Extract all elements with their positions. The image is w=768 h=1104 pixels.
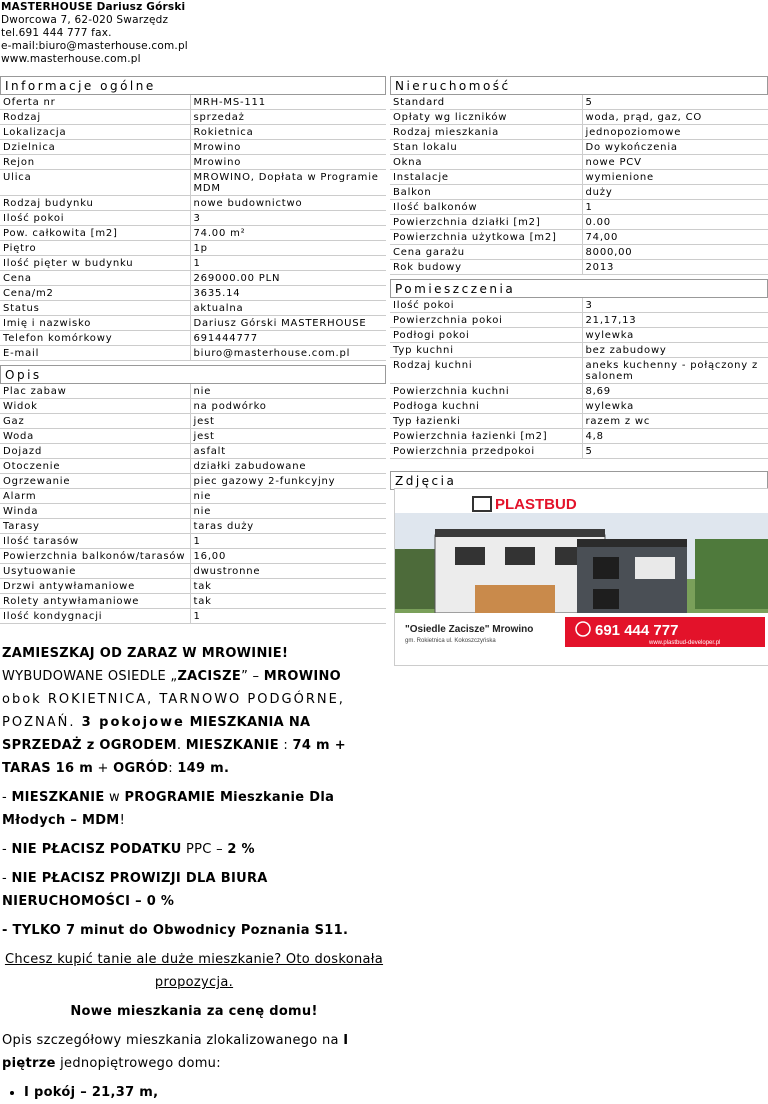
row-value: nowe PCV [582, 155, 768, 170]
row-value: 3635.14 [190, 286, 386, 301]
row-value: 74,00 [582, 230, 768, 245]
desc-paragraph-5: - TYLKO 7 minut do Obwodnicy Poznania S11. [2, 923, 349, 938]
table-row [0, 256, 386, 271]
row-label: Plac zabaw [0, 384, 190, 399]
row-label: Powierzchnia łazienki [m2] [390, 429, 582, 444]
row-value: bez zabudowy [582, 343, 768, 358]
row-value: woda, prąd, gaz, CO [582, 110, 768, 125]
row-label: Pow. całkowita [m2] [0, 226, 190, 241]
table-row [0, 196, 386, 211]
table-row [0, 271, 386, 286]
row-label: Powierzchnia balkonów/tarasów [0, 549, 190, 564]
table-row [0, 301, 386, 316]
desc-paragraph-2: - MIESZKANIE w PROGRAMIE Mieszkanie Dla Młodych – MDM! [2, 790, 335, 828]
row-value: Do wykończenia [582, 140, 768, 155]
row-label: Gaz [0, 414, 190, 429]
row-label: Piętro [0, 241, 190, 256]
row-label: Ogrzewanie [0, 474, 190, 489]
table-row [390, 260, 768, 275]
property-table [390, 95, 768, 275]
row-value: 3 [582, 298, 768, 313]
row-label: Ilość kondygnacji [0, 609, 190, 624]
row-value: 74.00 m² [190, 226, 386, 241]
row-label: Rejon [0, 155, 190, 170]
row-value: aktualna [190, 301, 386, 316]
row-label: Otoczenie [0, 459, 190, 474]
table-row [0, 211, 386, 226]
row-value: taras duży [190, 519, 386, 534]
desc-paragraph-6: Chcesz kupić tanie ale duże mieszkanie? Oto doskonała propozycja. [4, 952, 384, 990]
photo-phone: 691 444 777 [595, 622, 679, 639]
row-value: Mrowino [190, 140, 386, 155]
row-value: aneks kuchenny - połączony z salonem [582, 358, 768, 384]
row-value: 8000,00 [582, 245, 768, 260]
row-value: Mrowino [190, 155, 386, 170]
row-label: Winda [0, 504, 190, 519]
row-label: Podłogi pokoi [390, 328, 582, 343]
row-label: Rok budowy [390, 260, 582, 275]
table-row [390, 343, 768, 358]
desc-paragraph-1: ZAMIESZKAJ OD ZARAZ W MROWINIE! WYBUDOWANE OSIEDLE „ZACISZE” – MROWINO obok ROKIETNICA, TARNOWO PODGÓRNE, POZNAŃ. 3 pokojowe MIESZKANIA NA SPRZEDAŻ z OGRODEM. MIESZKANIE : 74 m + TARAS 16 m + OGRÓD: 149 m. [2, 646, 346, 776]
section-title-property: Nieruchomość [390, 76, 768, 95]
row-label: Dojazd [0, 444, 190, 459]
section-title-opis: Opis [0, 365, 386, 384]
row-label: E-mail [0, 346, 190, 361]
row-value: tak [190, 579, 386, 594]
table-row [0, 429, 386, 444]
general-info-table [0, 95, 386, 361]
row-value: 1 [190, 609, 386, 624]
row-label: Powierzchnia przedpokoi [390, 444, 582, 459]
table-row [390, 125, 768, 140]
row-label: Powierzchnia pokoi [390, 313, 582, 328]
row-label: Cena garażu [390, 245, 582, 260]
row-label: Ilość pięter w budynku [0, 256, 190, 271]
photo-url: www.plastbud-developer.pl [649, 640, 721, 646]
row-label: Ulica [0, 170, 190, 196]
row-value: 21,17,13 [582, 313, 768, 328]
table-row [390, 95, 768, 110]
section-title-rooms: Pomieszczenia [390, 279, 768, 298]
row-label: Status [0, 301, 190, 316]
row-value: 5 [582, 444, 768, 459]
table-row [390, 245, 768, 260]
desc-paragraph-8: Opis szczegółowy mieszkania zlokalizowanego na I piętrze jednopiętrowego domu: [2, 1033, 349, 1071]
row-label: Woda [0, 429, 190, 444]
company-phone: tel.691 444 777 fax. [1, 27, 112, 39]
row-label: Opłaty wg liczników [390, 110, 582, 125]
table-row [0, 110, 386, 125]
table-row [390, 399, 768, 414]
row-label: Balkon [390, 185, 582, 200]
row-label: Stan lokalu [390, 140, 582, 155]
row-label: Ilość tarasów [0, 534, 190, 549]
table-row [0, 594, 386, 609]
table-row [390, 444, 768, 459]
row-value: nowe budownictwo [190, 196, 386, 211]
row-label: Lokalizacja [0, 125, 190, 140]
table-row [390, 313, 768, 328]
row-value: MROWINO, Dopłata w Programie MDM [190, 170, 386, 196]
table-row [0, 331, 386, 346]
photo-illustration [395, 489, 768, 665]
row-value: piec gazowy 2-funkcyjny [190, 474, 386, 489]
table-row [0, 414, 386, 429]
row-label: Typ łazienki [390, 414, 582, 429]
listing-photo[interactable] [394, 488, 768, 666]
table-row [0, 564, 386, 579]
row-label: Telefon komórkowy [0, 331, 190, 346]
table-row [0, 125, 386, 140]
table-row [390, 185, 768, 200]
company-website: www.masterhouse.com.pl [1, 53, 141, 65]
row-value: 691444777 [190, 331, 386, 346]
company-name: MASTERHOUSE Dariusz Górski [1, 1, 186, 13]
table-row [0, 444, 386, 459]
row-value: 5 [582, 95, 768, 110]
row-value: 16,00 [190, 549, 386, 564]
row-value: sprzedaż [190, 110, 386, 125]
row-value: nie [190, 489, 386, 504]
desc-paragraph-4: - NIE PŁACISZ PROWIZJI DLA BIURA NIERUCHOMOŚCI – 0 % [2, 871, 268, 909]
row-value: MRH-MS-111 [190, 95, 386, 110]
table-row [390, 230, 768, 245]
row-value: 0.00 [582, 215, 768, 230]
row-value: nie [190, 504, 386, 519]
row-label: Rodzaj mieszkania [390, 125, 582, 140]
row-label: Alarm [0, 489, 190, 504]
row-value: Rokietnica [190, 125, 386, 140]
description [2, 642, 386, 1104]
company-header [1, 1, 188, 66]
rooms-table [390, 298, 768, 459]
table-row [390, 140, 768, 155]
row-label: Rodzaj [0, 110, 190, 125]
row-label: Ilość pokoi [0, 211, 190, 226]
row-value: jest [190, 414, 386, 429]
brand-logo: PLASTBUD [495, 496, 577, 513]
row-value: jest [190, 429, 386, 444]
row-label: Rodzaj kuchni [390, 358, 582, 384]
row-label: Tarasy [0, 519, 190, 534]
table-row [0, 95, 386, 110]
table-row [0, 140, 386, 155]
row-value: 3 [190, 211, 386, 226]
table-row [0, 504, 386, 519]
row-value: Dariusz Górski MASTERHOUSE [190, 316, 386, 331]
row-label: Widok [0, 399, 190, 414]
table-row [390, 170, 768, 185]
row-value: asfalt [190, 444, 386, 459]
desc-paragraph-7: Nowe mieszkania za cenę domu! [70, 1004, 318, 1019]
table-row [0, 155, 386, 170]
opis-table [0, 384, 386, 624]
row-label: Drzwi antywłamaniowe [0, 579, 190, 594]
row-value: jednopoziomowe [582, 125, 768, 140]
row-label: Oferta nr [0, 95, 190, 110]
row-label: Usytuowanie [0, 564, 190, 579]
row-value: 1 [190, 256, 386, 271]
section-title-photos: Zdjęcia [390, 471, 768, 490]
table-row [0, 241, 386, 256]
estate-name: "Osiedle Zacisze" Mrowino [405, 624, 534, 635]
table-row [0, 579, 386, 594]
table-row [0, 399, 386, 414]
table-row [0, 346, 386, 361]
row-label: Okna [390, 155, 582, 170]
row-value: dwustronne [190, 564, 386, 579]
row-value: 1p [190, 241, 386, 256]
row-value: 269000.00 PLN [190, 271, 386, 286]
row-value: 1 [582, 200, 768, 215]
company-email: e-mail:biuro@masterhouse.com.pl [1, 40, 188, 52]
table-row [0, 609, 386, 624]
row-label: Powierzchnia działki [m2] [390, 215, 582, 230]
row-label: Imię i nazwisko [0, 316, 190, 331]
row-value: wymienione [582, 170, 768, 185]
row-value: 2013 [582, 260, 768, 275]
row-label: Cena/m2 [0, 286, 190, 301]
table-row [390, 215, 768, 230]
section-title-general: Informacje ogólne [0, 76, 386, 95]
table-row [390, 328, 768, 343]
row-value: 4,8 [582, 429, 768, 444]
row-label: Typ kuchni [390, 343, 582, 358]
table-row [0, 226, 386, 241]
table-row [0, 316, 386, 331]
row-value: nie [190, 384, 386, 399]
table-row [0, 489, 386, 504]
desc-paragraph-3: - NIE PŁACISZ PODATKU PPC – 2 % [2, 842, 255, 857]
row-value: wylewka [582, 328, 768, 343]
table-row [390, 358, 768, 384]
row-label: Cena [0, 271, 190, 286]
table-row [0, 474, 386, 489]
table-row [0, 286, 386, 301]
table-row [390, 110, 768, 125]
table-row [0, 459, 386, 474]
row-value: na podwórko [190, 399, 386, 414]
table-row [390, 384, 768, 399]
row-label: Ilość balkonów [390, 200, 582, 215]
row-label: Powierzchnia użytkowa [m2] [390, 230, 582, 245]
row-value: wylewka [582, 399, 768, 414]
row-value: biuro@masterhouse.com.pl [190, 346, 386, 361]
table-row [390, 414, 768, 429]
table-row [0, 549, 386, 564]
row-value: razem z wc [582, 414, 768, 429]
estate-address: gm. Rokietnica ul. Kokoszczyńska [405, 638, 496, 644]
company-address: Dworcowa 7, 62-020 Swarzędz [1, 14, 169, 26]
row-value: 8,69 [582, 384, 768, 399]
row-label: Rolety antywłamaniowe [0, 594, 190, 609]
table-row [0, 519, 386, 534]
list-item: • I pokój – 21,37 m, [24, 1081, 386, 1104]
row-label: Standard [390, 95, 582, 110]
row-value: 1 [190, 534, 386, 549]
table-row [0, 170, 386, 196]
row-value: działki zabudowane [190, 459, 386, 474]
table-row [390, 155, 768, 170]
row-label: Dzielnica [0, 140, 190, 155]
table-row [0, 384, 386, 399]
row-label: Podłoga kuchni [390, 399, 582, 414]
table-row [0, 534, 386, 549]
table-row [390, 298, 768, 313]
row-label: Powierzchnia kuchni [390, 384, 582, 399]
row-label: Ilość pokoi [390, 298, 582, 313]
table-row [390, 200, 768, 215]
row-value: duży [582, 185, 768, 200]
left-column [0, 76, 386, 624]
row-label: Instalacje [390, 170, 582, 185]
right-column [390, 76, 768, 490]
row-label: Rodzaj budynku [0, 196, 190, 211]
table-row [390, 429, 768, 444]
room-list [2, 1081, 386, 1104]
row-value: tak [190, 594, 386, 609]
